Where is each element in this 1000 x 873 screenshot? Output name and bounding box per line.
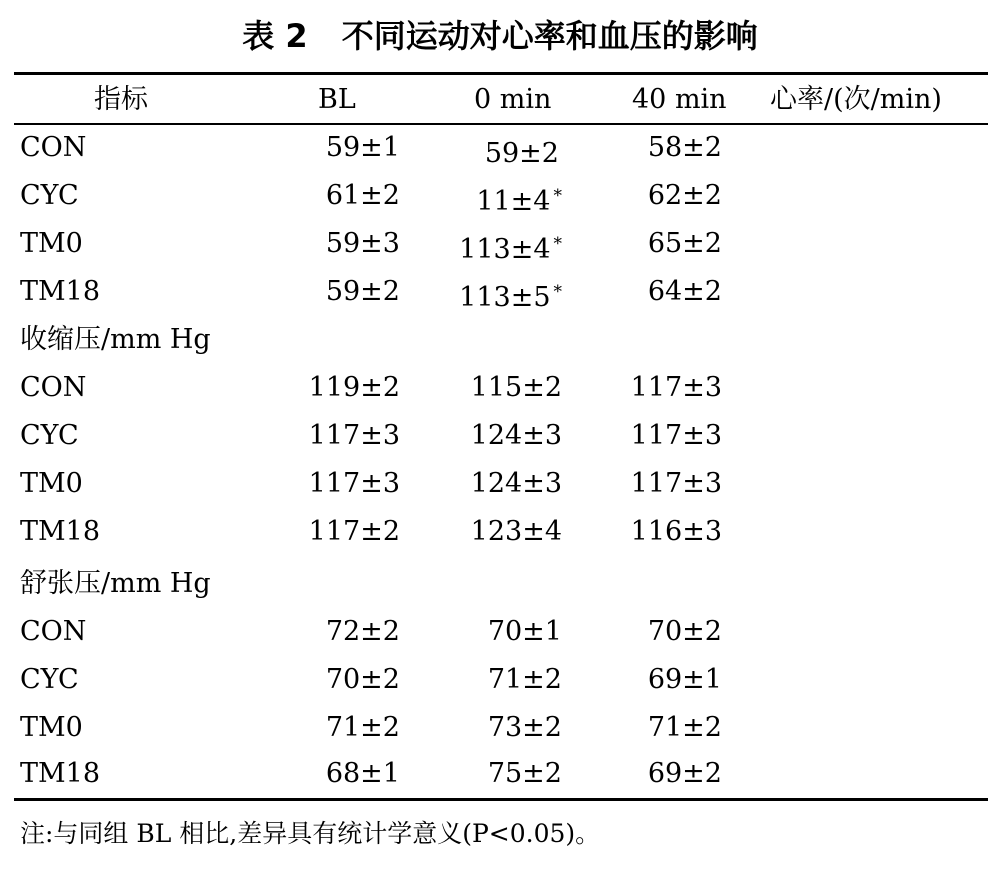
bl-value: 72±2	[325, 616, 400, 647]
0min-value: 70±1	[487, 616, 562, 647]
row-label: CYC	[20, 180, 79, 211]
bl-value: 59±2	[325, 276, 400, 307]
table-caption: 不同运动对心率和血压的影响	[341, 17, 758, 55]
row-label: TM0	[20, 712, 83, 743]
40min-value: 71±2	[647, 712, 722, 743]
row-label: CON	[20, 372, 87, 403]
bl-value: 117±2	[308, 516, 400, 547]
0min-value: 113±4 *	[459, 234, 562, 265]
table-row	[0, 608, 1000, 656]
0min-value: 124±3	[470, 468, 562, 499]
significance-mark: *	[553, 282, 562, 302]
header-bl: BL	[318, 84, 356, 115]
0min-value: 115±2	[470, 372, 562, 403]
significance-mark: *	[553, 234, 562, 254]
row-label: CYC	[20, 420, 79, 451]
40min-value: 116±3	[630, 516, 722, 547]
0min-value: 73±2	[487, 712, 562, 743]
table-title	[0, 14, 1000, 58]
table-row	[0, 268, 1000, 316]
bottom-rule	[14, 798, 988, 801]
0min-value: 75±2	[487, 758, 562, 789]
40min-value: 69±2	[647, 758, 722, 789]
table-row	[0, 412, 1000, 460]
0min-value: 71±2	[487, 664, 562, 695]
row-label: TM18	[20, 276, 101, 307]
header-40min: 40 min	[632, 84, 727, 115]
table-row	[0, 460, 1000, 508]
table-row	[0, 750, 1000, 798]
table-row	[0, 172, 1000, 220]
section-heading-diastolic	[0, 560, 1000, 608]
section-label: 舒张压/mm Hg	[20, 568, 211, 599]
bl-value: 59±3	[325, 228, 400, 259]
40min-value: 58±2	[647, 132, 722, 163]
header-row	[0, 76, 1000, 124]
table-number: 表 2	[242, 17, 308, 55]
bl-value: 61±2	[325, 180, 400, 211]
row-label: TM18	[20, 758, 101, 789]
section-heading-systolic	[0, 316, 1000, 364]
40min-value: 117±3	[630, 468, 722, 499]
40min-value: 117±3	[630, 420, 722, 451]
40min-value: 64±2	[647, 276, 722, 307]
bl-value: 117±3	[308, 420, 400, 451]
40min-value: 65±2	[647, 228, 722, 259]
significance-mark: *	[553, 186, 562, 206]
bl-value: 71±2	[325, 712, 400, 743]
0min-value: 59±2	[484, 138, 559, 169]
40min-value: 70±2	[647, 616, 722, 647]
0min-value: 123±4	[470, 516, 562, 547]
row-label: TM18	[20, 516, 101, 547]
bl-value: 68±1	[325, 758, 400, 789]
table-row	[0, 364, 1000, 412]
40min-value: 62±2	[647, 180, 722, 211]
table-row	[0, 656, 1000, 704]
bl-value: 117±3	[308, 468, 400, 499]
0min-value: 124±3	[470, 420, 562, 451]
table-row	[0, 508, 1000, 556]
row-label: CON	[20, 616, 87, 647]
table-row	[0, 124, 1000, 172]
0min-value: 11±4 *	[476, 186, 562, 217]
row-label: CON	[20, 132, 87, 163]
bl-value: 119±2	[308, 372, 400, 403]
row-label: TM0	[20, 468, 83, 499]
bl-value: 70±2	[325, 664, 400, 695]
header-heart-rate: 心率/(次/min)	[770, 84, 942, 115]
40min-value: 117±3	[630, 372, 722, 403]
table-row	[0, 704, 1000, 752]
row-label: TM0	[20, 228, 83, 259]
table-footnote: 注:与同组 BL 相比,差异具有统计学意义(P<0.05)。	[20, 819, 601, 848]
40min-value: 69±1	[647, 664, 722, 695]
bl-value: 59±1	[325, 132, 400, 163]
header-label: 指标	[94, 84, 148, 115]
row-label: CYC	[20, 664, 79, 695]
section-label: 收缩压/mm Hg	[20, 324, 211, 355]
table-row	[0, 220, 1000, 268]
top-rule	[14, 72, 988, 75]
header-0min: 0 min	[474, 84, 552, 115]
0min-value: 113±5 *	[459, 282, 562, 313]
